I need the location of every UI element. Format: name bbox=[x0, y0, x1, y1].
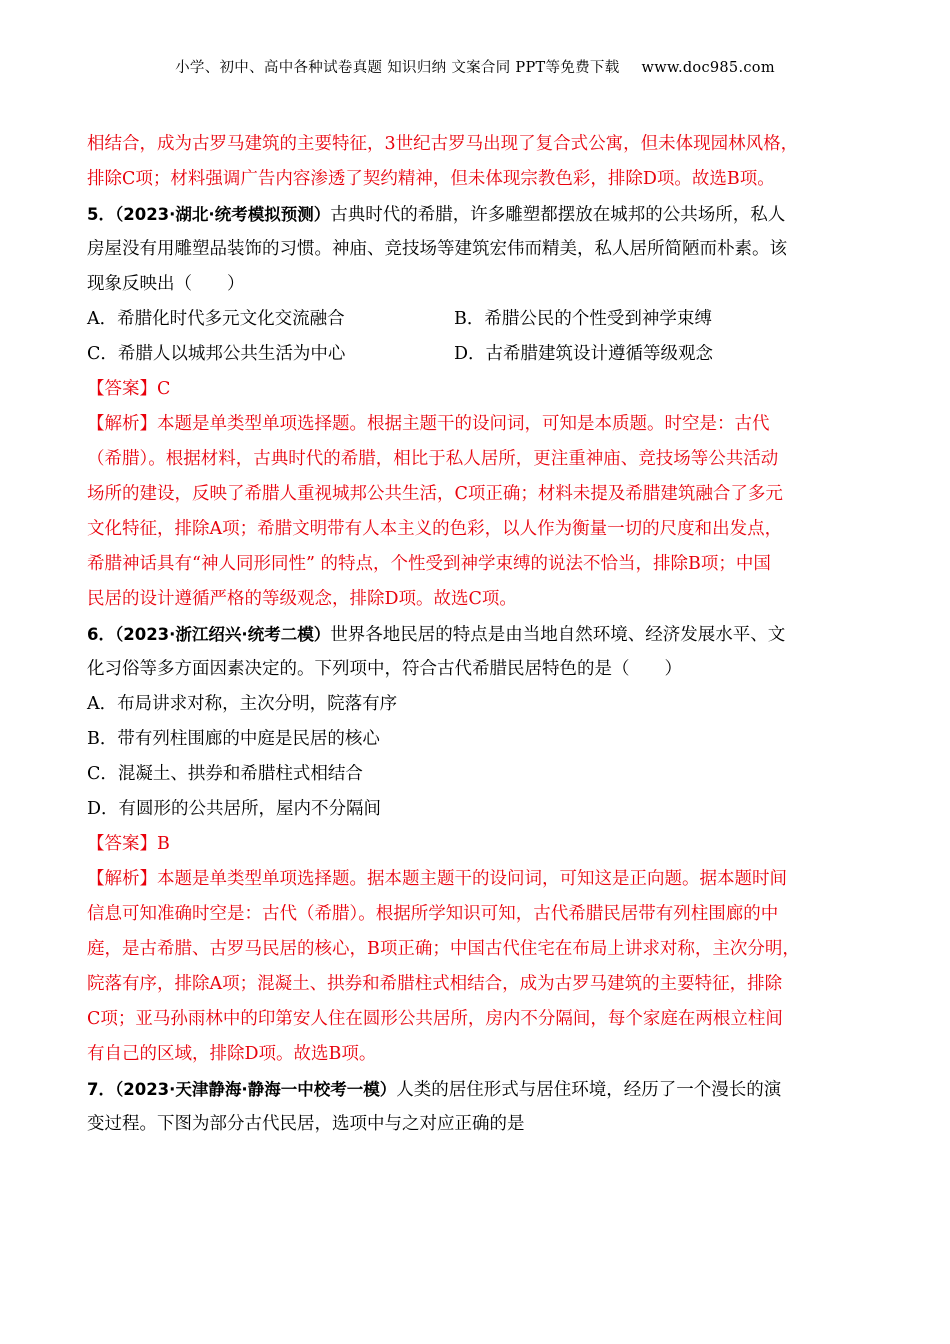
question-6-source: （2023·浙江绍兴·统考二模） bbox=[114, 625, 331, 644]
question-6-option-d: D．有圆形的公共居所，屋内不分隔间 bbox=[87, 799, 382, 819]
question-5-source: （2023·湖北·统考模拟预测） bbox=[114, 205, 331, 224]
header-url[interactable]: www.doc985.com bbox=[641, 60, 775, 76]
question-7-stem-line-2: 变过程。下图为部分古代民居，选项中与之对应正确的是 bbox=[87, 1114, 525, 1134]
question-6-number: 6． bbox=[87, 625, 115, 644]
question-6-option-a: A．布局讲求对称，主次分明，院落有序 bbox=[87, 694, 398, 714]
prev-explanation-line-2: 排除C项；材料强调广告内容渗透了契约精神，但未体现宗教色彩，排除D项。故选B项。 bbox=[87, 169, 775, 189]
question-5-option-c: C．希腊人以城邦公共生活为中心 bbox=[87, 344, 346, 364]
question-5-stem-text: 古典时代的希腊，许多雕塑都摆放在城邦的公共场所，私人 bbox=[330, 205, 786, 225]
question-6-option-b: B．带有列柱围廊的中庭是民居的核心 bbox=[87, 729, 380, 749]
question-5-answer: 【答案】C bbox=[87, 379, 171, 399]
question-6-explanation-line-1: 【解析】本题是单类型单项选择题。据本题主题干的设问词，可知这是正向题。据本题时间 bbox=[87, 869, 787, 889]
question-5-stem-line-2: 房屋没有用雕塑品装饰的习惯。神庙、竞技场等建筑宏伟而精美，私人居所简陋而朴素。该 bbox=[87, 239, 787, 259]
question-6-stem-text: 世界各地民居的特点是由当地自然环境、经济发展水平、文 bbox=[330, 625, 786, 645]
question-5-options-row-2 bbox=[87, 337, 877, 372]
header-text: 小学、初中、高中各种试卷真题 知识归纳 文案合同 PPT等免费下载 bbox=[175, 60, 620, 76]
page-header bbox=[0, 56, 950, 77]
question-5-stem-line-3: 现象反映出（ ） bbox=[87, 274, 245, 294]
document-body bbox=[87, 127, 877, 1142]
question-5-option-b: B．希腊公民的个性受到神学束缚 bbox=[454, 309, 712, 329]
question-7-source: （2023·天津静海·静海一中校考一模） bbox=[114, 1080, 397, 1099]
question-5-option-d: D．古希腊建筑设计遵循等级观念 bbox=[454, 344, 714, 364]
question-6-option-c: C．混凝土、拱券和希腊柱式相结合 bbox=[87, 764, 363, 784]
question-7-number: 7． bbox=[87, 1080, 115, 1099]
question-5-options-row-1 bbox=[87, 302, 877, 337]
question-5-explanation-line-5: 希腊神话具有“神人同形同性” 的特点，个性受到神学束缚的说法不恰当，排除B项；中国 bbox=[87, 554, 771, 574]
question-5-stem-line-1 bbox=[87, 197, 877, 232]
question-5-explanation-line-2: （希腊）。根据材料，古典时代的希腊，相比于私人居所，更注重神庙、竞技场等公共活动 bbox=[87, 449, 779, 469]
question-5-explanation-line-1: 【解析】本题是单类型单项选择题。根据主题干的设问词，可知是本质题。时空是：古代 bbox=[87, 414, 770, 434]
prev-explanation-line-1: 相结合，成为古罗马建筑的主要特征，3世纪古罗马出现了复合式公寓，但未体现园林风格， bbox=[87, 134, 799, 154]
question-6-answer: 【答案】B bbox=[87, 834, 170, 854]
question-5-option-a: A．希腊化时代多元文化交流融合 bbox=[87, 309, 345, 329]
question-5-explanation-line-6: 民居的设计遵循严格的等级观念，排除D项。故选C项。 bbox=[87, 589, 517, 609]
question-6-explanation-line-3: 庭，是古希腊、古罗马民居的核心，B项正确；中国古代住宅在布局上讲求对称，主次分明， bbox=[87, 939, 800, 959]
question-6-explanation-line-5: C项；亚马孙雨林中的印第安人住在圆形公共居所，房内不分隔间，每个家庭在两根立柱间 bbox=[87, 1009, 783, 1029]
question-5-explanation-line-4: 文化特征，排除A项；希腊文明带有人本主义的色彩，以人作为衡量一切的尺度和出发点， bbox=[87, 519, 783, 539]
question-5-explanation-line-3: 场所的建设，反映了希腊人重视城邦公共生活，C项正确；材料未提及希腊建筑融合了多元 bbox=[87, 484, 783, 504]
question-6-explanation-line-6: 有自己的区域，排除D项。故选B项。 bbox=[87, 1044, 377, 1064]
question-6-explanation-line-4: 院落有序，排除A项；混凝土、拱券和希腊柱式相结合，成为古罗马建筑的主要特征，排除 bbox=[87, 974, 783, 994]
question-6-explanation-line-2: 信息可知准确时空是：古代（希腊）。根据所学知识可知，古代希腊民居带有列柱围廊的中 bbox=[87, 904, 779, 924]
question-7-stem-text: 人类的居住形式与居住环境，经历了一个漫长的演 bbox=[396, 1080, 782, 1100]
question-5-number: 5． bbox=[87, 205, 115, 224]
question-6-stem-line-2: 化习俗等多方面因素决定的。下列项中，符合古代希腊民居特色的是（ ） bbox=[87, 659, 682, 679]
question-6-stem-line-1 bbox=[87, 617, 877, 652]
question-7-stem-line-1 bbox=[87, 1072, 877, 1107]
